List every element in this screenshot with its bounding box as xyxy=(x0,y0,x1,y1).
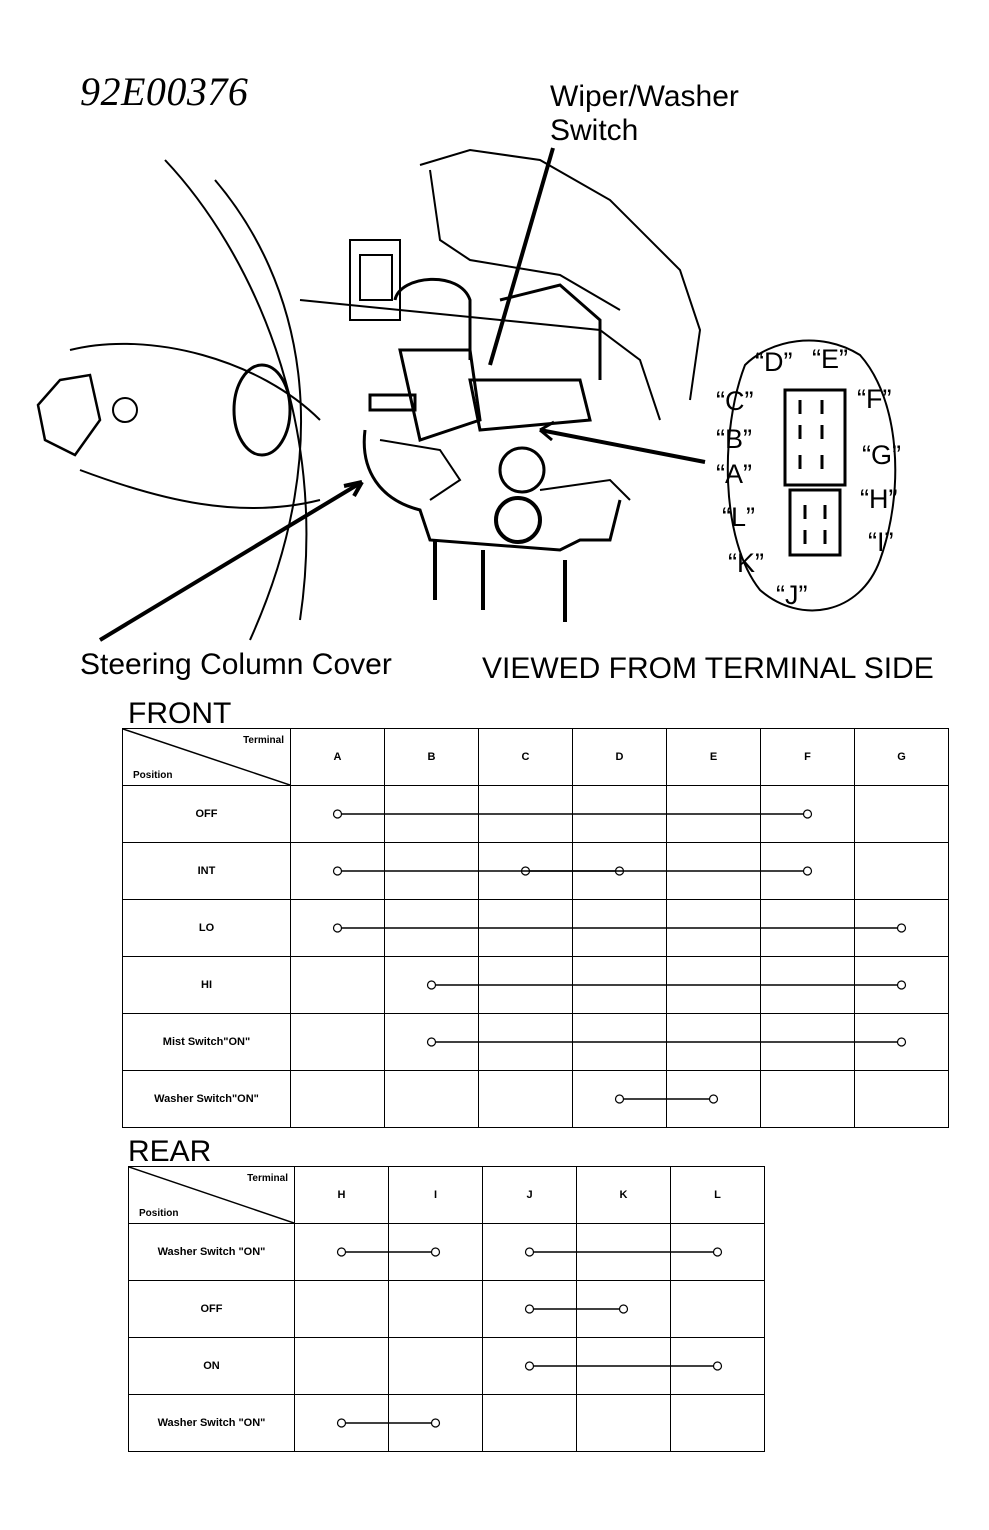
viewed-from-terminal-side-label: VIEWED FROM TERMINAL SIDE xyxy=(482,652,934,685)
front-header-row xyxy=(123,729,949,786)
rear-header-corner xyxy=(129,1167,295,1224)
connector-label-f: “F” xyxy=(857,384,892,414)
rear-position-label: Washer Switch "ON" xyxy=(129,1395,295,1452)
steering-column-cover-label: Steering Column Cover xyxy=(80,648,392,681)
rear-terminal-k: K xyxy=(577,1167,671,1224)
front-position-label: HI xyxy=(123,957,291,1014)
front-row-mist xyxy=(123,1014,949,1071)
connector-label-d: “D” xyxy=(755,347,793,377)
connector-label-l: “L” xyxy=(722,502,755,532)
rear-continuity-table xyxy=(128,1166,765,1452)
rear-terminal-j: J xyxy=(483,1167,577,1224)
front-position-label: Mist Switch"ON" xyxy=(123,1014,291,1071)
front-position-label: LO xyxy=(123,900,291,957)
rear-row-washer-1 xyxy=(129,1224,765,1281)
connector-labels xyxy=(0,0,989,700)
front-row-hi xyxy=(123,957,949,1014)
connector-label-j: “J” xyxy=(776,580,808,610)
rear-row-on xyxy=(129,1338,765,1395)
rear-position-label: ON xyxy=(129,1338,295,1395)
diagram-id: 92E00376 xyxy=(80,69,249,114)
connector-label-b: “B” xyxy=(716,424,752,454)
rear-section-title: REAR xyxy=(128,1135,212,1168)
front-row-washer xyxy=(123,1071,949,1128)
wiper-switch-label-line2: Switch xyxy=(550,114,639,147)
connector-label-h: “H” xyxy=(860,484,898,514)
rear-terminal-l: L xyxy=(671,1167,765,1224)
front-terminal-g: G xyxy=(855,729,949,786)
front-position-label: Washer Switch"ON" xyxy=(123,1071,291,1128)
connector-label-g: “G” xyxy=(862,440,901,470)
front-header-corner xyxy=(123,729,291,786)
front-section-title: FRONT xyxy=(128,697,232,730)
front-terminal-e: E xyxy=(667,729,761,786)
connector-label-k: “K” xyxy=(728,548,764,578)
rear-header-position: Position xyxy=(139,1208,179,1219)
rear-row-off xyxy=(129,1281,765,1338)
rear-terminal-i: I xyxy=(389,1167,483,1224)
front-row-off xyxy=(123,786,949,843)
front-header-terminal: Terminal xyxy=(243,735,284,746)
wiper-switch-label-line1: Wiper/Washer xyxy=(550,80,739,113)
rear-position-label: Washer Switch "ON" xyxy=(129,1224,295,1281)
rear-position-label: OFF xyxy=(129,1281,295,1338)
front-position-label: INT xyxy=(123,843,291,900)
connector-label-c: “C” xyxy=(716,386,754,416)
front-row-lo xyxy=(123,900,949,957)
front-continuity-table xyxy=(122,728,949,1128)
connector-label-i: “I” xyxy=(868,527,894,557)
connector-label-e: “E” xyxy=(812,344,848,374)
front-position-label: OFF xyxy=(123,786,291,843)
rear-header-terminal: Terminal xyxy=(247,1173,288,1184)
front-terminal-b: B xyxy=(385,729,479,786)
front-header-position: Position xyxy=(133,770,173,781)
rear-terminal-h: H xyxy=(295,1167,389,1224)
front-terminal-c: C xyxy=(479,729,573,786)
rear-header-row xyxy=(129,1167,765,1224)
front-terminal-a: A xyxy=(291,729,385,786)
front-terminal-f: F xyxy=(761,729,855,786)
connector-label-a: “A” xyxy=(716,459,752,489)
rear-row-washer-2 xyxy=(129,1395,765,1452)
front-row-int xyxy=(123,843,949,900)
front-terminal-d: D xyxy=(573,729,667,786)
